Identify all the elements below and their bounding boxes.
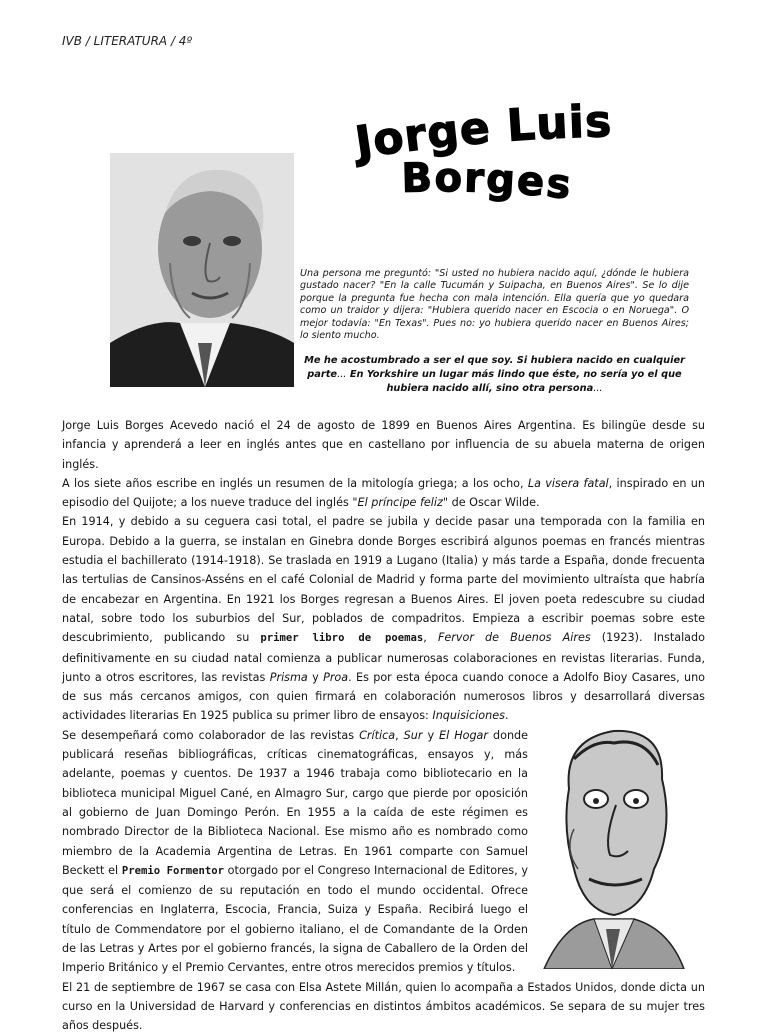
paragraph-birth: Jorge Luis Borges Acevedo nació el 24 de agosto de 1899 en Buenos Aires Argentina. Es bilingüe desde su infancia y aprenderá a leer en inglés antes que en castellano por influencia de su abuela materna de origen inglés. [62,419,705,471]
borges-caricature [534,719,688,969]
title-wordart [352,96,652,216]
borges-quote: Una persona me preguntó: "Si usted no hubiera nacido aquí, ¿dónde le hubiera gustado nacer? "En la calle Tucumán y Suipacha, en Buenos Aires". Se lo dije porque la pregunta fue hecha con mala intención. Ella quería que yo quedara como un traidor y dijera: "Hubiera querido nacer en Escocia o en Noruega". O mejor todavía: "En Texas". Pues no: yo hubiera querido nacer en Buenos Aires; lo siento mucho. [300,268,689,342]
paragraph-childhood: A los siete años escribe en inglés un resumen de la mitología griega; a los ocho, La visera fatal, inspirado en un episodio del Quijote; a los nueve traduce del inglés "El príncipe feliz" de Oscar Wilde. [62,476,705,510]
borges-portrait-photo [110,153,294,387]
page-header: IVB / LITERATURA / 4º [62,34,193,48]
paragraph-europe: En 1914, y debido a su ceguera casi total, el padre se jubila y decide pasar una temporada con la familia en Europa. Debido a la guerra, se instalan en Ginebra donde Borges escribirá algunos poemas en francés mientras estudia el bachillerato (1914-1918). Se traslada en 1919 a Lugano (Italia) y más tarde a España, donde frecuenta las tertulias de Cansinos-Asséns en el café Colonial de Madrid y forma parte del movimiento ultraísta que habría de encabezar en Argentina. En 1921 los Borges regresan a Buenos Aires. El joven poeta redescubre su ciudad natal, sobre todo los suburbios del Sur, poblados de compadritos. Empieza a escribir poemas sobre este descubrimiento, publicando su primer libro de poemas, Fervor de Buenos Aires (1923). Instalado definitivamente en su ciudad natal comienza a publicar numerosas colaboraciones en revistas literarias. Funda, junto a otros escritores, las revistas Prisma y Proa. Es por esta época cuando conoce a Adolfo Bioy Casares, uno de sus más cercanos amigos, con quien firmará en colaboración numerosos libros y desarrollará diversas actividades literarias En 1925 publica su primer libro de ensayos: Inquisiciones. [62,515,706,723]
title-line-2: Borges [401,155,575,209]
quote-ellipsis-2: ... [593,383,603,394]
svg-text:Borges [401,155,575,209]
quote-bold-2: Si hubiera nacido en cualquier parte [307,355,685,380]
quote-ellipsis-1: ... [337,369,347,380]
quote-bold-3: En Yorkshire un lugar más lindo que éste, no sería yo el que hubiera nacido allí, sino otra persona [349,369,682,394]
paragraph-marriage: El 21 de septiembre de 1967 se casa con Elsa Astete Millán, quien lo acompaña a Estados Unidos, donde dicta un curso en la Universidad de Harvard y conferencias en distintos ámbitos académicos. Se separa de su mujer tres años después. [62,980,705,1033]
title-line-1: Jorge Luis [352,96,613,169]
borges-quote-highlight [300,354,689,396]
quote-bold-1: Me he acostumbrado a ser el que soy. [304,355,514,366]
paragraph-career: Se desempeñará como colaborador de las revistas Crítica, Sur y El Hogar donde publicará reseñas bibliográficas, críticas cinematográficas, ensayos y, más adelante, poemas y cuentos. De 1937 a 1946 trabaja como bibliotecario en la biblioteca municipal Miguel Cané, en Almagro Sur, cargo que pierde por oposición al gobierno de Juan Domingo Perón. En 1955 a la caída de este régimen es nombrado Director de la Biblioteca Nacional. Ese mismo año es nombrado como miembro de la Academia Argentina de Letras. En 1961 comparte con Samuel Beckett el Premio Formentor otorgado por el Congreso Internacional de Editores, y que será el comienzo de su reputación en todo el mundo occidental. Ofrece conferencias en Inglaterra, Escocia, Francia, Suiza y España. Recibirá luego el título de Commendatore por el gobierno italiano, el de Comandante de la Orden de las Letras y Artes por el gobierno francés, la signa de Caballero de la Orden del Imperio Británico y el Premio Cervantes, entre otros merecidos premios y títulos. [62,728,529,975]
document-title [352,96,652,216]
